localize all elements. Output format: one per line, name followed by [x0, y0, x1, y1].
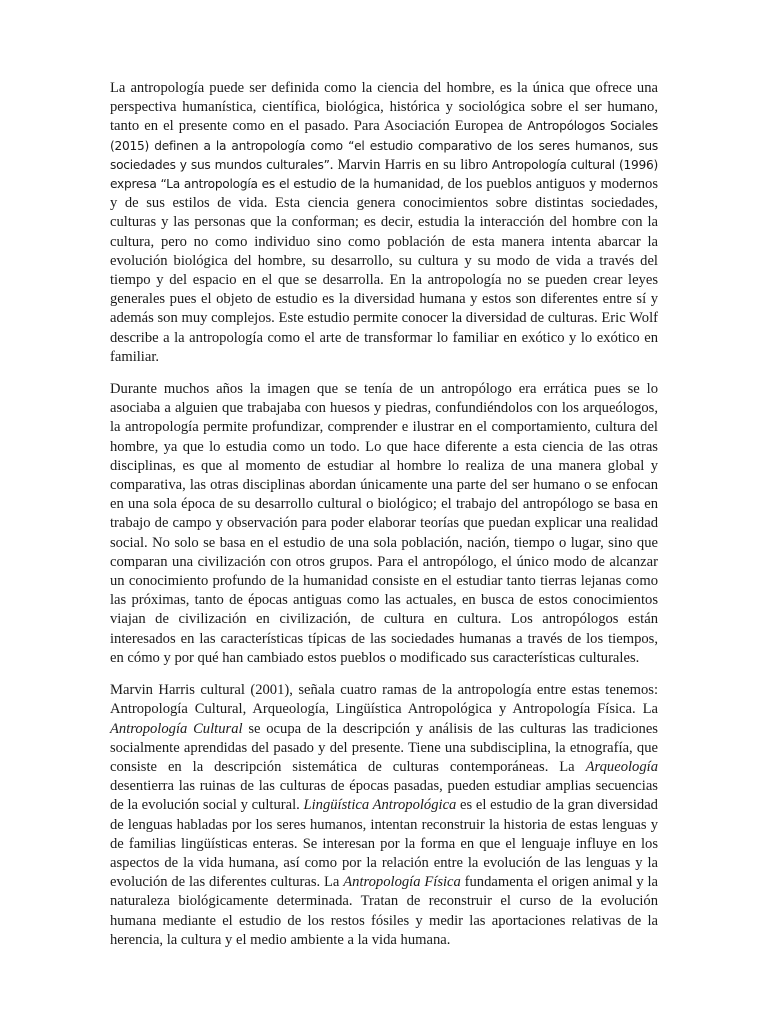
document-page [110, 79, 658, 963]
paragraph-3 [110, 681, 658, 950]
paragraph-3-text-a: Marvin Harris cultural (2001), señala cuatro ramas de la antropología entre estas tenemos: Antropología Cultural, Arqueología, Lingüística Antropológica y Antropología Física. La [110, 682, 658, 718]
paragraph-3-text-c: se ocupa de la descripción y análisis de las culturas las tradiciones socialmente aprendidas del pasado y del presente. Tiene una subdisciplina, la etnografía, que consiste en la descripción sistemática de culturas contemporáneas. La [110, 720, 658, 775]
paragraph-3-text-g: es el estudio de la gran diversidad de lenguas habladas por los seres humanos, intentan reconstruir la historia de estas lenguas y de familias lingüísticas enteras. Se interesan por la forma en que el lenguaje influye en los aspectos de la vida humana, así como por la relación entre la evolución de las lenguas y la evolución de las diferentes culturas. La [110, 797, 658, 891]
term-arqueologia: Arqueología [585, 758, 658, 775]
paragraph-3-text-i: fundamenta el origen animal y la naturaleza biológicamente determinada. Tratan de reconstruir el curso de la evolución humana mediante el estudio de los restos fósiles y medir las aportaciones relativas de la herencia, la cultura y el medio ambiente a la vida humana. [110, 874, 658, 948]
paragraph-1-text-c: . Marvin Harris en su libro [329, 156, 492, 173]
paragraph-1-text-e: de los pueblos antiguos y modernos y de sus estilos de vida. Esta ciencia genera conocimientos sobre distintas sociedades, culturas y las personas que la conforman; es decir, estudia la interacción del hombre con la cultura, pero no como individuo sino como población de esta manera intenta abarcar la evolución biológica del hombre, su desarrollo, su cultura y su modo de vida a través del tiempo y del espacio en el que se desarrolla. En la antropología no se pueden crear leyes generales pues el objeto de estudio es la diversidad humana y estos son diferentes entre sí y además son muy complejos. Este estudio permite conocer la diversidad de culturas. Eric Wolf describe a la antropología como el arte de transformar lo familiar en exótico y lo exótico en familiar. [110, 176, 658, 365]
paragraph-1-quote-harris: Antropología cultural (1996) expresa “La antropología es el estudio de la humanidad, [110, 157, 658, 192]
term-linguistica-antropologica: Lingüística Antropológica [303, 797, 457, 814]
term-antropologia-fisica: Antropología Física [343, 874, 461, 891]
paragraph-2 [110, 380, 658, 668]
term-antropologia-cultural: Antropología Cultural [110, 720, 243, 737]
paragraph-1-text-a: La antropología puede ser definida como la ciencia del hombre, es la única que ofrece una perspectiva humanística, científica, biológica, histórica y sociológica sobre el ser humano, tanto en el presente como en el pasado. Para Asociación Europea de [110, 80, 658, 135]
paragraph-1 [110, 79, 658, 367]
paragraph-2-text: Durante muchos años la imagen que se tenía de un antropólogo era errática pues se lo asociaba a alguien que trabajaba con huesos y piedras, confundiéndolos con los arqueólogos, la antropología permite profundizar, comprender e ilustrar en el comportamiento, cultura del hombre, ya que lo estudia como un todo. Lo que hace diferente a esta ciencia de las otras disciplinas, es que al momento de estudiar al hombre lo realiza de una manera global y comparativa, las otras disciplinas abordan únicamente una parte del ser humano o se enfocan en una sola época de su desarrollo cultural o biológico; el trabajo del antropólogo se basa en trabajo de campo y observación para poder elaborar teorías que puedan explicar una realidad social. No solo se basa en el estudio de una sola población, nación, tiempo o lugar, sino que comparan una civilización con otros grupos. Para el antropólogo, el único modo de alcanzar un conocimiento profundo de la humanidad consiste en el estudiar tanto tierras lejanas como las próximas, tanto de épocas antiguas como las actuales, en busca de estos conocimientos viajan de civilización en civilización, de cultura en cultura. Los antropólogos están interesados en las características típicas de las sociedades humanas a través de los tiempos, en cómo y por qué han cambiado estos pueblos o modificado sus características culturales. [110, 381, 658, 666]
paragraph-3-text-e: desentierra las ruinas de las culturas de épocas pasadas, pueden estudiar amplias secuencias de la evolución social y cultural. [110, 778, 658, 814]
paragraph-1-quote-sociales: Antropólogos Sociales (2015) definen a la antropología como “el estudio comparativo de los seres humanos, sus sociedades y sus mundos culturales” [110, 119, 658, 172]
